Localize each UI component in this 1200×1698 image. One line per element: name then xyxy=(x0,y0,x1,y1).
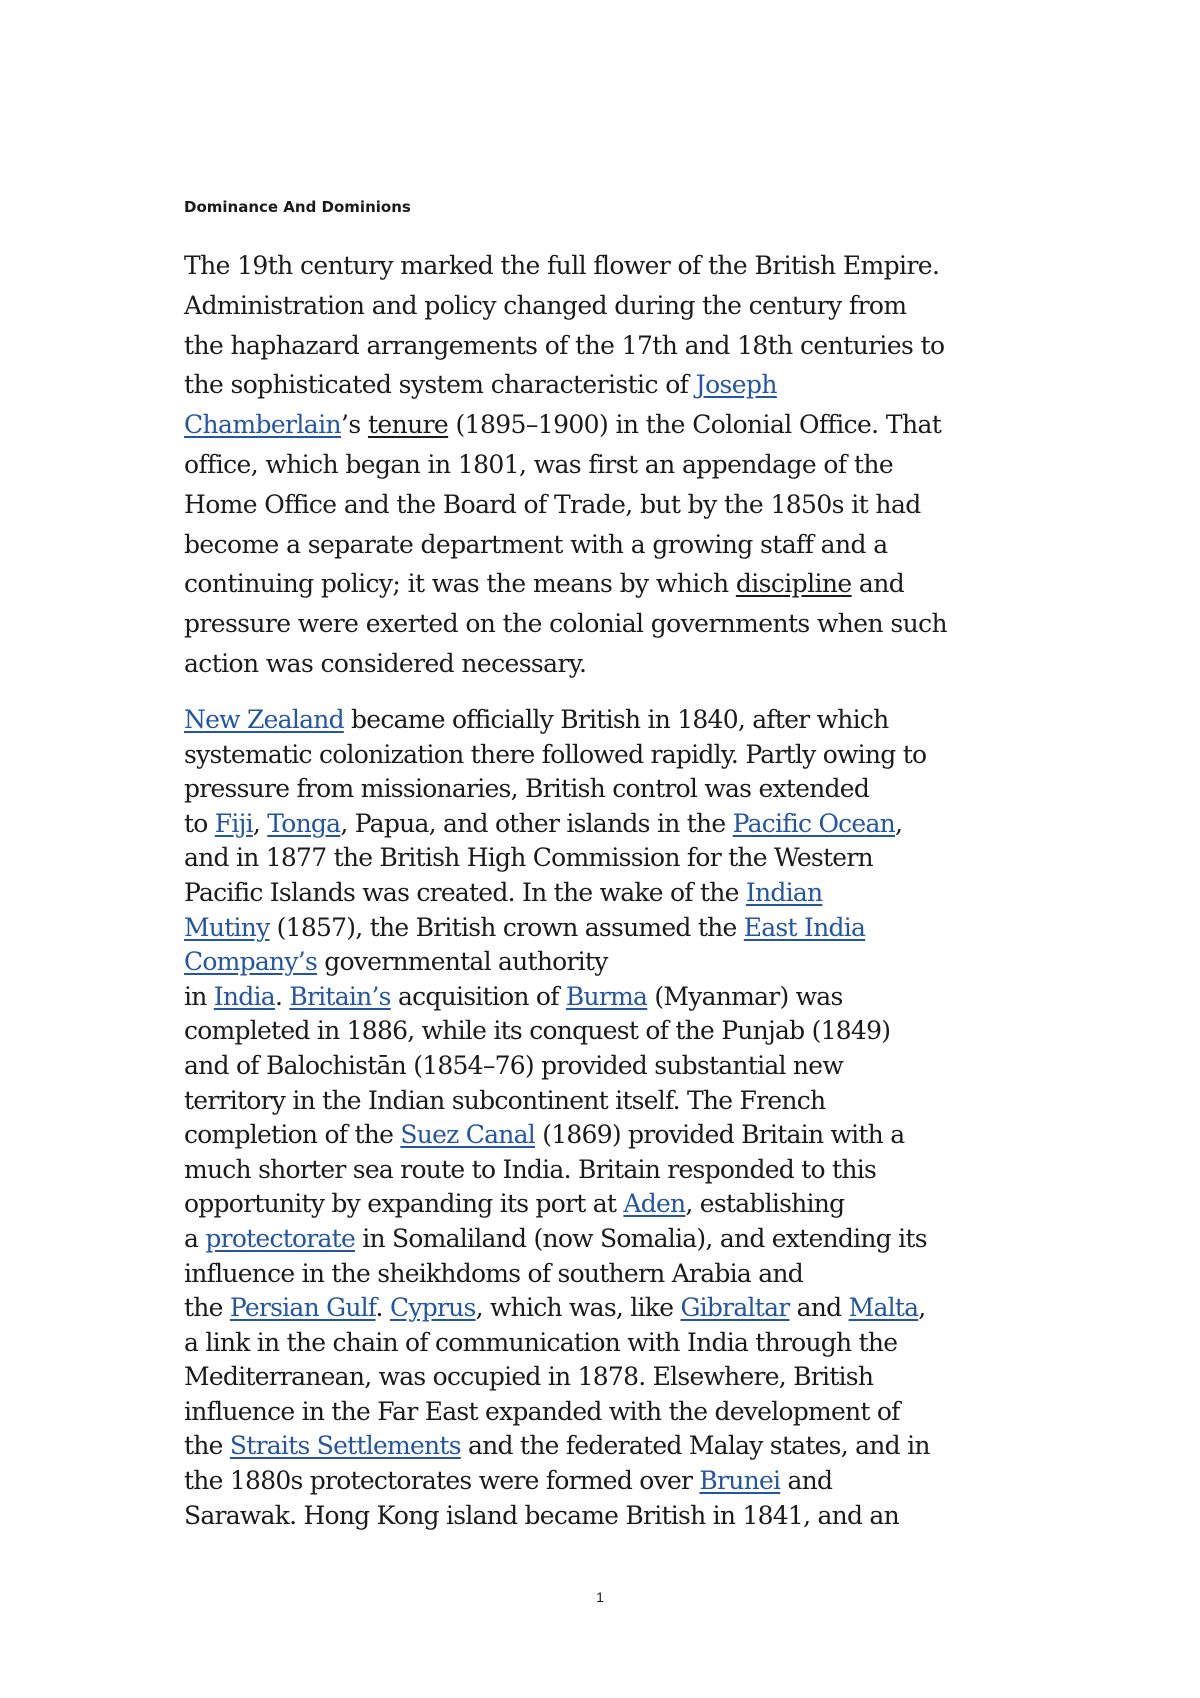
link-east-india-company-cont[interactable]: Company’s xyxy=(184,947,318,977)
text-line xyxy=(184,405,1064,445)
link-new-zealand[interactable]: New Zealand xyxy=(184,705,344,734)
text-line xyxy=(184,807,1064,842)
text-line xyxy=(184,1429,1064,1464)
text-line xyxy=(184,876,1064,911)
text-run: acquisition of xyxy=(390,981,566,1011)
text-run: completion of the xyxy=(184,1120,401,1150)
text-run: (1869) provided Britain with a xyxy=(535,1120,905,1150)
text-run: , xyxy=(918,1293,926,1323)
text-run: ’s xyxy=(341,410,368,440)
link-straits-settlements[interactable]: Straits Settlements xyxy=(229,1431,461,1461)
link-indian-mutiny-cont[interactable]: Mutiny xyxy=(184,912,270,942)
text-line: Home Office and the Board of Trade, but by the 1850s it had xyxy=(184,489,921,519)
text-run: continuing policy; it was the means by which xyxy=(184,569,736,599)
text-line xyxy=(184,703,1064,738)
text-run: and the federated Malay states, and in xyxy=(460,1431,930,1461)
link-cyprus[interactable]: Cyprus xyxy=(389,1293,476,1323)
text-run: . xyxy=(274,981,290,1011)
link-protectorate[interactable]: protectorate xyxy=(205,1223,356,1253)
text-run: to xyxy=(184,808,215,838)
link-aden[interactable]: Aden xyxy=(623,1189,686,1219)
text-run: , which was, like xyxy=(475,1293,681,1323)
text-line xyxy=(184,980,1064,1015)
text-run: in xyxy=(184,981,214,1011)
text-run: in Somaliland (now Somalia), and extending its xyxy=(355,1223,927,1253)
text-line xyxy=(184,1187,1064,1222)
text-line xyxy=(184,945,1064,980)
text-line: office, which began in 1801, was first an appendage of the xyxy=(184,449,894,479)
text-line: and of Balochistān (1854–76) provided substantial new xyxy=(184,1050,843,1080)
link-pacific-ocean[interactable]: Pacific Ocean xyxy=(732,808,895,838)
text-line xyxy=(184,365,1064,405)
text-run: , establishing xyxy=(685,1189,845,1219)
text-run: the xyxy=(184,1431,230,1461)
text-line: Administration and policy changed during the century from xyxy=(184,290,907,320)
text-run: the xyxy=(184,1293,230,1323)
text-run: Pacific Islands was created. In the wake of the xyxy=(184,877,746,907)
text-line: a link in the chain of communication with India through the xyxy=(184,1327,898,1357)
text-run: and xyxy=(851,569,905,599)
link-joseph-chamberlain[interactable]: Joseph xyxy=(695,370,777,400)
link-joseph-chamberlain-cont[interactable]: Chamberlain xyxy=(184,410,341,440)
link-gibraltar[interactable]: Gibraltar xyxy=(680,1293,790,1323)
text-line: systematic colonization there followed rapidly. Partly owing to xyxy=(184,739,927,769)
paragraph-2 xyxy=(184,703,1064,1533)
text-line: influence in the Far East expanded with the development of xyxy=(184,1396,900,1426)
text-run: , Papua, and other islands in the xyxy=(340,808,733,838)
text-run: . xyxy=(375,1293,390,1323)
text-line: become a separate department with a growing staff and a xyxy=(184,529,888,559)
link-malta[interactable]: Malta xyxy=(848,1293,919,1323)
text-line: much shorter sea route to India. Britain responded to this xyxy=(184,1154,877,1184)
text-run: (1895–1900) in the Colonial Office. That xyxy=(448,410,942,440)
text-line: influence in the sheikhdoms of southern Arabia and xyxy=(184,1258,803,1288)
link-brunei[interactable]: Brunei xyxy=(699,1466,781,1496)
link-tonga[interactable]: Tonga xyxy=(267,808,341,838)
text-run: the 1880s protectorates were formed over xyxy=(184,1466,700,1496)
text-line: pressure were exerted on the colonial governments when such xyxy=(184,609,947,639)
text-run: and xyxy=(789,1293,849,1323)
text-line xyxy=(184,1291,1064,1326)
text-line: The 19th century marked the full flower of the British Empire. xyxy=(184,251,940,280)
paragraph-1 xyxy=(184,246,1064,684)
text-line: completed in 1886, while its conquest of the Punjab (1849) xyxy=(184,1016,891,1046)
text-run: , xyxy=(895,808,903,838)
text-run: , xyxy=(252,808,268,838)
text-line: the haphazard arrangements of the 17th and 18th centuries to xyxy=(184,330,945,360)
link-indian-mutiny[interactable]: Indian xyxy=(745,877,823,907)
link-britains[interactable]: Britain’s xyxy=(289,981,391,1011)
text-line: territory in the Indian subcontinent itself. The French xyxy=(184,1085,826,1115)
text-run: (Myanmar) was xyxy=(647,981,843,1011)
link-burma[interactable]: Burma xyxy=(565,981,648,1011)
text-line xyxy=(184,1222,1064,1257)
text-line xyxy=(184,911,1064,946)
page-number: 1 xyxy=(596,1589,604,1605)
text-line: pressure from missionaries, British control was extended xyxy=(184,774,870,804)
link-suez-canal[interactable]: Suez Canal xyxy=(400,1120,536,1150)
text-run: and xyxy=(780,1466,833,1496)
text-line: and in 1877 the British High Commission for the Western xyxy=(184,843,873,873)
dictionary-link-discipline[interactable]: discipline xyxy=(735,569,852,599)
text-line xyxy=(184,1118,1064,1153)
text-run: a xyxy=(184,1223,206,1253)
text-run: (1857), the British crown assumed the xyxy=(269,912,744,942)
text-line: action was considered necessary. xyxy=(184,648,587,678)
text-run: the sophisticated system characteristic of xyxy=(184,370,696,400)
dictionary-link-tenure[interactable]: tenure xyxy=(367,410,449,440)
text-line xyxy=(184,1464,1064,1499)
link-fiji[interactable]: Fiji xyxy=(214,808,253,838)
link-persian-gulf[interactable]: Persian Gulf xyxy=(229,1293,376,1323)
text-run: governmental authority xyxy=(317,947,608,977)
text-line xyxy=(184,564,1064,604)
link-india[interactable]: India xyxy=(213,981,275,1011)
link-east-india-company[interactable]: East India xyxy=(743,912,866,942)
text-run: became officially British in 1840, after which xyxy=(343,705,889,734)
text-run: opportunity by expanding its port at xyxy=(184,1189,624,1219)
text-line: Mediterranean, was occupied in 1878. Elsewhere, British xyxy=(184,1362,874,1392)
text-line: Sarawak. Hong Kong island became British in 1841, and an xyxy=(184,1500,899,1530)
section-heading: Dominance And Dominions xyxy=(184,198,411,216)
